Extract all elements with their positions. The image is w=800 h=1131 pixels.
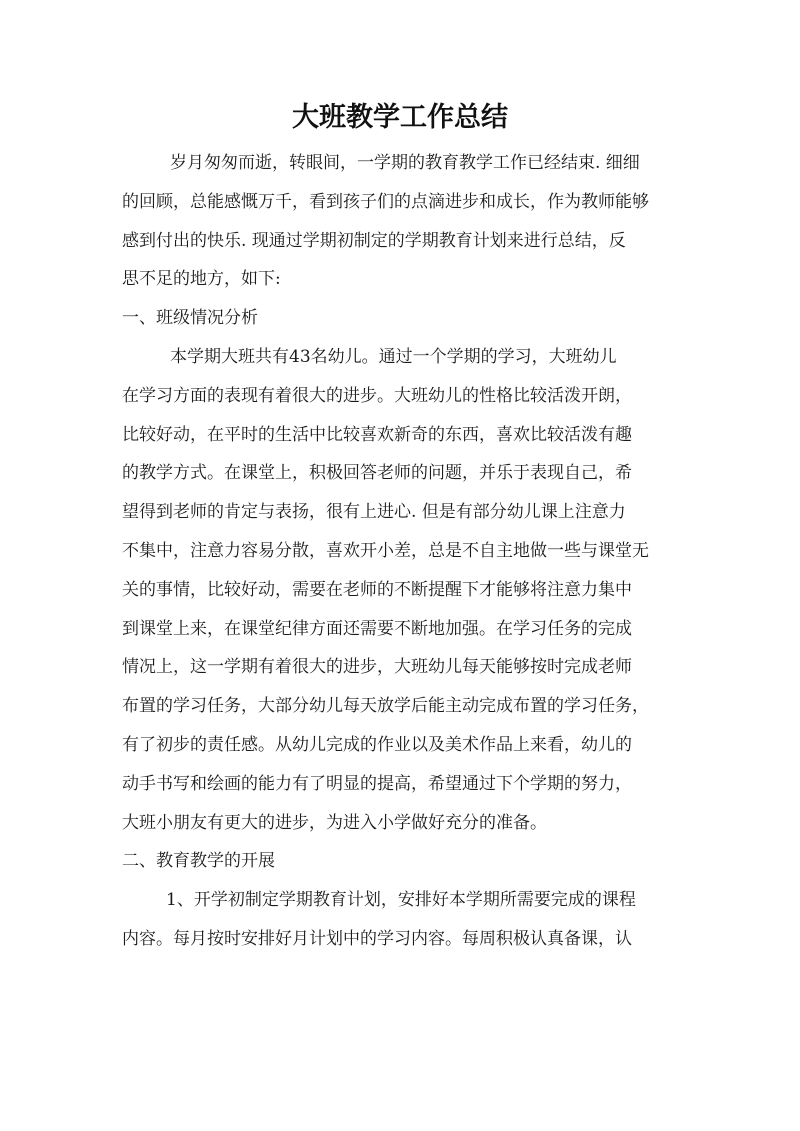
paragraph-line: 情况上，这一学期有着很大的进步，大班幼儿每天能够按时完成老师 xyxy=(122,657,632,678)
document-body xyxy=(122,144,682,959)
paragraph-line: 动手书写和绘画的能力有了明显的提高，希望通过下个学期的努力， xyxy=(122,773,632,794)
paragraph-line: 1、开学初制定学期教育计划，安排好本学期所需要完成的课程 xyxy=(166,890,636,911)
paragraph-line: 的回顾，总能感慨万千，看到孩子们的点滴进步和成长，作为教师能够 xyxy=(122,191,649,212)
paragraph-line: 望得到老师的肯定与表扬，很有上进心. 但是有部分幼儿课上注意力 xyxy=(122,502,626,523)
paragraph-line: 大班小朋友有更大的进步，为进入小学做好充分的准备。 xyxy=(122,812,547,833)
paragraph-line: 本学期大班共有43名幼儿。通过一个学期的学习，大班幼儿 xyxy=(170,346,617,367)
paragraph-line: 关的事情，比较好动，需要在老师的不断提醒下才能够将注意力集中 xyxy=(122,579,632,600)
paragraph-line: 思不足的地方，如下: xyxy=(122,269,281,290)
paragraph-line: 感到付出的快乐. 现通过学期初制定的学期教育计划来进行总结，反 xyxy=(122,230,626,251)
paragraph-line: 比较好动，在平时的生活中比较喜欢新奇的东西，喜欢比较活泼有趣 xyxy=(122,424,632,445)
paragraph-line: 的教学方式。在课堂上，积极回答老师的问题，并乐于表现自己，希 xyxy=(122,463,632,484)
paragraph-line: 内容。每月按时安排好月计划中的学习内容。每周积极认真备课，认 xyxy=(122,928,632,949)
paragraph-line: 到课堂上来，在课堂纪律方面还需要不断地加强。在学习任务的完成 xyxy=(122,618,632,639)
document-title: 大班教学工作总结 xyxy=(292,102,508,133)
paragraph-line: 岁月匆匆而逝，转眼间，一学期的教育教学工作已经结束. 细细 xyxy=(170,153,640,173)
section-heading: 二、教育教学的开展 xyxy=(122,851,275,872)
paragraph-line: 不集中，注意力容易分散，喜欢开小差，总是不自主地做一些与课堂无 xyxy=(122,540,649,561)
section-heading: 一、班级情况分析 xyxy=(122,308,258,329)
paragraph-line: 布置的学习任务，大部分幼儿每天放学后能主动完成布置的学习任务， xyxy=(122,696,649,717)
paragraph-line: 在学习方面的表现有着很大的进步。大班幼儿的性格比较活泼开朗， xyxy=(122,385,632,406)
paragraph-line: 有了初步的责任感。从幼儿完成的作业以及美术作品上来看，幼儿的 xyxy=(122,734,632,755)
